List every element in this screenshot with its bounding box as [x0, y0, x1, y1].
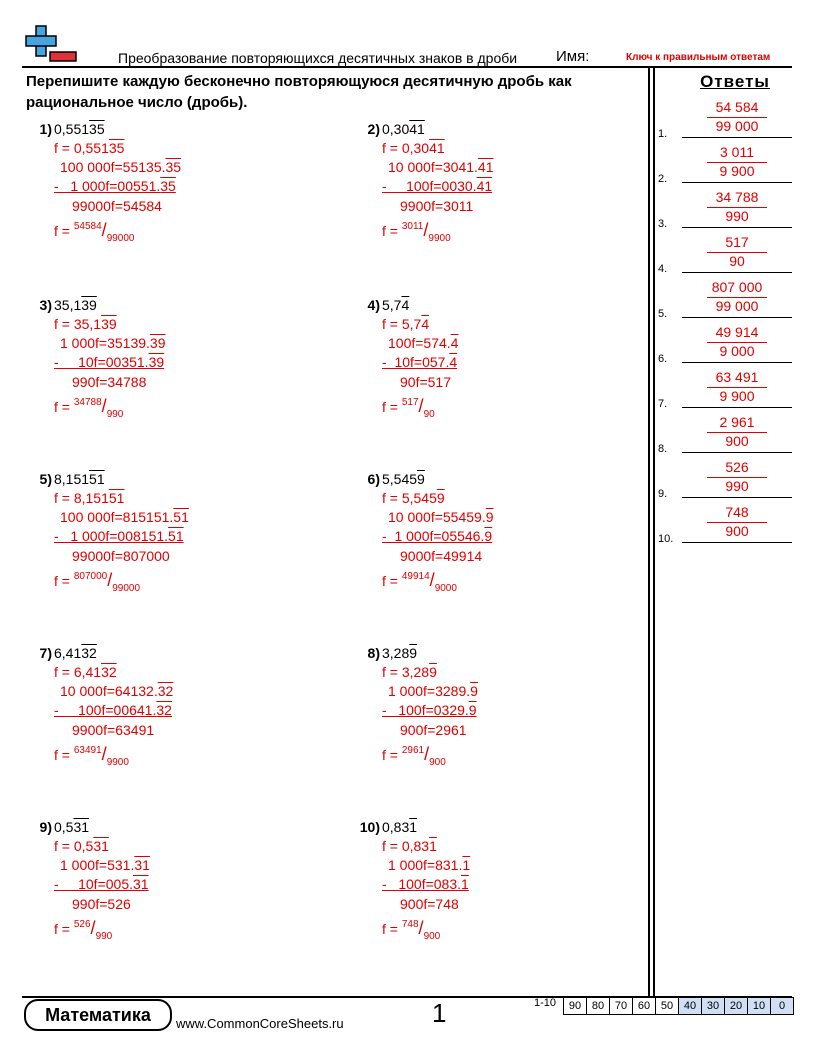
multiplied-equation: [388, 158, 494, 177]
subtracted-equation: [382, 353, 457, 372]
answer-number: 9.: [658, 488, 668, 500]
decimal-repeat: 41: [409, 121, 425, 137]
answer-row-2: [658, 143, 792, 183]
fraction-result: [382, 919, 440, 941]
fraction-denominator: 99000: [112, 583, 141, 594]
answer-denominator: 9 900: [719, 388, 755, 404]
sub-repeat: 4: [449, 354, 458, 370]
difference-equation: 9900f=3011: [400, 198, 474, 214]
fraction-result: [54, 221, 135, 243]
mult-main: 10 000f=64132.: [60, 683, 158, 699]
f-repeat: 9: [429, 664, 437, 680]
f-nonrepeat: f = 8,151: [54, 490, 109, 506]
f-repeat: 39: [101, 316, 117, 332]
answer-row-9: [658, 458, 792, 498]
column-divider: [648, 66, 650, 996]
decimal-nonrepeat: 6,41: [54, 645, 82, 661]
answer-numerator: 526: [725, 459, 749, 475]
difference-equation: 900f=2961: [400, 722, 467, 738]
fraction-slash: /: [101, 744, 107, 764]
f-nonrepeat: f = 3,28: [382, 664, 430, 680]
problem-decimal: [382, 296, 409, 315]
sub-repeat: 31: [133, 876, 149, 892]
answer-number: 6.: [658, 353, 668, 365]
f-repeat: 35: [108, 140, 125, 156]
decimal-repeat: 9: [409, 645, 418, 661]
fraction-slash: /: [107, 570, 113, 590]
instructions: Перепишите каждую бесконечно повторяющуюся десятичную дробь как рациональное число (дробь).: [26, 73, 572, 111]
answer-denominator: 900: [725, 523, 749, 539]
fraction-slash: /: [423, 220, 429, 240]
mult-repeat: 1: [462, 857, 471, 873]
f-label: f =: [54, 399, 70, 415]
subtracted-equation: [54, 701, 172, 720]
score-cell: 10: [747, 997, 771, 1015]
fraction-denominator: 9900: [106, 757, 129, 768]
answer-numerator: 2 961: [719, 414, 755, 430]
worksheet-title: Преобразование повторяющихся десятичных знаков в дроби: [118, 50, 518, 66]
f-label: f =: [54, 223, 70, 239]
fraction-denominator: 900: [429, 757, 446, 768]
sub-repeat: 41: [476, 178, 493, 194]
problem-number: 9): [39, 819, 52, 835]
multiplied-equation: [388, 682, 478, 701]
f-nonrepeat: f = 0,551: [54, 140, 109, 156]
f-nonrepeat: f = 35,1: [54, 316, 102, 332]
sub-main: - 100f=0030.: [382, 178, 477, 194]
fraction-slash: /: [101, 396, 107, 416]
mult-main: 100f=574.: [388, 335, 451, 351]
decimal-repeat: 32: [81, 645, 97, 661]
answer-row-7: [658, 368, 792, 408]
multiplied-equation: [388, 508, 494, 527]
answer-denominator: 990: [725, 208, 749, 224]
answers-title: Ответы: [700, 72, 770, 91]
subtracted-equation: [382, 875, 469, 894]
f-equation: [54, 315, 117, 334]
multiplied-equation: [60, 334, 166, 353]
fraction-numerator: 517: [401, 397, 419, 408]
answer-row-4: [658, 233, 792, 273]
sub-repeat: 51: [168, 528, 184, 544]
multiplied-equation: [60, 508, 189, 527]
f-equation: [382, 139, 445, 158]
sub-repeat: 9: [468, 702, 477, 718]
difference-equation: 99000f=54584: [72, 198, 162, 214]
f-equation: [382, 315, 429, 334]
fraction-denominator: 90: [423, 409, 435, 420]
mult-repeat: 39: [149, 335, 166, 351]
score-cell: 90: [563, 997, 587, 1015]
score-cell: 50: [655, 997, 679, 1015]
score-cell: 60: [632, 997, 656, 1015]
difference-equation: 9900f=63491: [72, 722, 155, 738]
fraction-denominator: 9000: [434, 583, 457, 594]
subtracted-equation: [54, 353, 164, 372]
mult-main: 1 000f=831.: [388, 857, 463, 873]
site-url: www.CommonCoreSheets.ru: [176, 1016, 344, 1031]
decimal-repeat: 39: [81, 297, 97, 313]
problem-decimal: [382, 644, 417, 663]
decimal-nonrepeat: 0,83: [382, 819, 410, 835]
f-repeat: 4: [421, 316, 430, 332]
fraction-numerator: 807000: [73, 571, 108, 582]
answer-denominator: 990: [725, 478, 749, 494]
problem-decimal: [54, 470, 105, 489]
multiplied-equation: [60, 682, 173, 701]
fraction-numerator: 748: [401, 919, 419, 930]
score-cell: 80: [586, 997, 610, 1015]
fraction-numerator: 63491: [73, 745, 102, 756]
name-label: Имя:: [556, 48, 590, 65]
answer-key-label: Ключ к правильным ответам: [626, 52, 771, 63]
mult-main: 1 000f=531.: [60, 857, 135, 873]
f-nonrepeat: f = 5,7: [382, 316, 422, 332]
answer-number: 5.: [658, 308, 668, 320]
sub-main: - 1 000f=00551.: [54, 178, 161, 194]
answer-row-5: [658, 278, 792, 318]
mult-main: 1 000f=3289.: [388, 683, 471, 699]
brand-badge: Математика: [24, 999, 172, 1031]
f-repeat: 32: [101, 664, 117, 680]
f-nonrepeat: f = 6,41: [54, 664, 102, 680]
f-label: f =: [382, 223, 398, 239]
mult-repeat: 41: [477, 159, 494, 175]
answer-line: [682, 182, 792, 183]
answer-denominator: 900: [725, 433, 749, 449]
score-range-label: 1-10: [534, 997, 557, 1009]
mult-main: 1 000f=35139.: [60, 335, 150, 351]
answer-line: [682, 272, 792, 273]
score-cell: 0: [770, 997, 794, 1015]
fraction-numerator: 34788: [73, 397, 102, 408]
answer-number: 2.: [658, 173, 668, 185]
answer-number: 1.: [658, 128, 668, 140]
answer-line: [682, 317, 792, 318]
problem-number: 3): [39, 297, 52, 313]
answer-numerator: 517: [725, 234, 749, 250]
fraction-slash: /: [418, 918, 424, 938]
answer-row-3: [658, 188, 792, 228]
subtracted-equation: [382, 177, 492, 196]
fraction-result: [382, 745, 446, 767]
mult-repeat: 9: [470, 683, 478, 699]
difference-equation: 990f=34788: [72, 374, 147, 390]
answer-number: 4.: [658, 263, 668, 275]
score-cell: 70: [609, 997, 633, 1015]
mult-main: 10 000f=55459.: [388, 509, 486, 525]
f-equation: [382, 489, 445, 508]
decimal-nonrepeat: 8,151: [54, 471, 90, 487]
f-repeat: 9: [436, 490, 445, 506]
multiplied-equation: [60, 856, 150, 875]
decimal-repeat: 4: [401, 297, 410, 313]
f-nonrepeat: f = 0,5: [54, 838, 94, 854]
score-cell: 20: [724, 997, 748, 1015]
answer-number: 8.: [658, 443, 668, 455]
answer-line: [682, 497, 792, 498]
decimal-nonrepeat: 35,1: [54, 297, 82, 313]
fraction-result: [382, 221, 451, 243]
subtracted-equation: [382, 527, 492, 546]
score-cell: 40: [678, 997, 702, 1015]
answer-numerator: 63 491: [715, 369, 759, 385]
mult-main: 100 000f=55135.: [60, 159, 166, 175]
problem-decimal: [54, 120, 105, 139]
fraction-numerator: 2961: [401, 745, 425, 756]
answer-line: [682, 407, 792, 408]
difference-equation: 9000f=49914: [400, 548, 483, 564]
plus-minus-logo-icon: [22, 24, 78, 64]
sub-main: - 10f=005.: [54, 876, 133, 892]
f-equation: [54, 489, 124, 508]
answer-numerator: 3 011: [720, 144, 754, 160]
answer-line: [682, 362, 792, 363]
fraction-slash: /: [429, 570, 435, 590]
mult-repeat: 4: [450, 335, 459, 351]
subtracted-equation: [54, 177, 176, 196]
sub-main: - 100f=0329.: [382, 702, 469, 718]
subtracted-equation: [54, 527, 184, 546]
problem-number: 10): [359, 819, 380, 835]
fraction-denominator: 99000: [106, 233, 135, 244]
f-label: f =: [382, 399, 398, 415]
fraction-numerator: 3011: [401, 221, 424, 232]
fraction-slash: /: [90, 918, 96, 938]
answer-number: 10.: [658, 533, 674, 545]
f-nonrepeat: f = 0,30: [382, 140, 430, 156]
problem-number: 6): [367, 471, 380, 487]
problem-decimal: [382, 120, 425, 139]
fraction-result: [382, 571, 457, 593]
decimal-nonrepeat: 5,7: [382, 297, 402, 313]
subtracted-equation: [54, 875, 149, 894]
problem-number: 7): [39, 645, 52, 661]
f-repeat: 1: [429, 838, 437, 854]
problem-decimal: [382, 470, 425, 489]
decimal-repeat: 1: [409, 819, 418, 835]
answer-line: [682, 137, 792, 138]
difference-equation: 990f=526: [72, 896, 131, 912]
answer-number: 7.: [658, 398, 668, 410]
answer-number: 3.: [658, 218, 668, 230]
fraction-numerator: 54584: [73, 221, 102, 232]
difference-equation: 99000f=807000: [72, 548, 170, 564]
decimal-nonrepeat: 0,5: [54, 819, 74, 835]
multiplied-equation: [388, 334, 458, 353]
answer-numerator: 807 000: [711, 279, 763, 295]
mult-repeat: 51: [173, 509, 189, 525]
problem-number: 4): [367, 297, 380, 313]
mult-repeat: 32: [157, 683, 174, 699]
decimal-repeat: 51: [89, 471, 105, 487]
answer-row-10: [658, 503, 792, 543]
answer-denominator: 90: [729, 253, 745, 269]
f-label: f =: [54, 573, 70, 589]
answer-denominator: 99 000: [715, 298, 759, 314]
answer-numerator: 748: [725, 504, 749, 520]
f-equation: [382, 837, 437, 856]
sub-repeat: 32: [156, 702, 172, 718]
sub-main: - 1 000f=05546.: [382, 528, 485, 544]
mult-repeat: 31: [134, 857, 150, 873]
f-equation: [54, 663, 117, 682]
subtracted-equation: [382, 701, 477, 720]
fraction-denominator: 990: [106, 409, 124, 420]
fraction-result: [54, 919, 112, 941]
difference-equation: 900f=748: [400, 896, 459, 912]
problem-decimal: [54, 644, 97, 663]
f-nonrepeat: f = 0,83: [382, 838, 430, 854]
fraction-result: [54, 397, 123, 419]
mult-main: 100 000f=815151.: [60, 509, 174, 525]
fraction-result: [382, 397, 435, 419]
answer-numerator: 34 788: [715, 189, 759, 205]
header-rule: [22, 66, 792, 68]
score-table: [564, 997, 794, 1015]
problem-decimal: [54, 818, 89, 837]
f-label: f =: [382, 573, 398, 589]
problem-number: 2): [367, 121, 380, 137]
f-repeat: 31: [93, 838, 109, 854]
mult-main: 10 000f=3041.: [388, 159, 478, 175]
sub-repeat: 9: [484, 528, 493, 544]
decimal-nonrepeat: 5,545: [382, 471, 418, 487]
f-label: f =: [54, 747, 70, 763]
fraction-slash: /: [418, 396, 424, 416]
answer-numerator: 49 914: [715, 324, 759, 340]
column-divider: [653, 66, 655, 996]
decimal-nonrepeat: 3,28: [382, 645, 410, 661]
fraction-denominator: 990: [95, 931, 113, 942]
problem-number: 8): [367, 645, 380, 661]
f-label: f =: [382, 921, 398, 937]
answer-denominator: 99 000: [715, 118, 759, 134]
f-label: f =: [382, 747, 398, 763]
fraction-result: [54, 745, 129, 767]
problem-decimal: [54, 296, 97, 315]
page-number: 1: [432, 998, 447, 1028]
sub-repeat: 39: [148, 354, 165, 370]
f-equation: [382, 663, 437, 682]
f-label: f =: [54, 921, 70, 937]
answer-row-6: [658, 323, 792, 363]
decimal-nonrepeat: 0,30: [382, 121, 410, 137]
f-equation: [54, 837, 109, 856]
score-cell: 30: [701, 997, 725, 1015]
multiplied-equation: [388, 856, 470, 875]
fraction-slash: /: [424, 744, 430, 764]
problem-number: 1): [39, 121, 52, 137]
fraction-result: [54, 571, 140, 593]
sub-main: - 10f=00351.: [54, 354, 149, 370]
answer-row-1: [658, 98, 792, 138]
mult-repeat: 9: [485, 509, 494, 525]
fraction-slash: /: [101, 220, 107, 240]
decimal-nonrepeat: 0,551: [54, 121, 90, 137]
fraction-denominator: 9900: [428, 233, 451, 244]
multiplied-equation: [60, 158, 181, 177]
mult-repeat: 35: [165, 159, 182, 175]
sub-repeat: 1: [461, 876, 469, 892]
f-equation: [54, 139, 124, 158]
sub-main: - 1 000f=008151.: [54, 528, 169, 544]
decimal-repeat: 31: [73, 819, 90, 835]
fraction-numerator: 49914: [401, 571, 430, 582]
f-nonrepeat: f = 5,545: [382, 490, 437, 506]
sub-main: - 100f=083.: [382, 876, 462, 892]
answer-line: [682, 542, 792, 543]
decimal-repeat: 35: [89, 121, 105, 137]
problem-number: 5): [39, 471, 52, 487]
f-repeat: 41: [429, 140, 445, 156]
decimal-repeat: 9: [417, 471, 425, 487]
answer-denominator: 9 000: [719, 343, 755, 359]
fraction-numerator: 526: [73, 919, 91, 930]
fraction-denominator: 900: [423, 931, 441, 942]
sub-main: - 100f=00641.: [54, 702, 157, 718]
answer-numerator: 54 584: [715, 99, 759, 115]
f-repeat: 51: [108, 490, 125, 506]
sub-main: - 10f=057.: [382, 354, 450, 370]
problem-decimal: [382, 818, 417, 837]
difference-equation: 90f=517: [400, 374, 451, 390]
answer-denominator: 9 900: [719, 163, 755, 179]
answer-line: [682, 452, 792, 453]
answer-row-8: [658, 413, 792, 453]
answer-line: [682, 227, 792, 228]
sub-repeat: 35: [160, 178, 176, 194]
